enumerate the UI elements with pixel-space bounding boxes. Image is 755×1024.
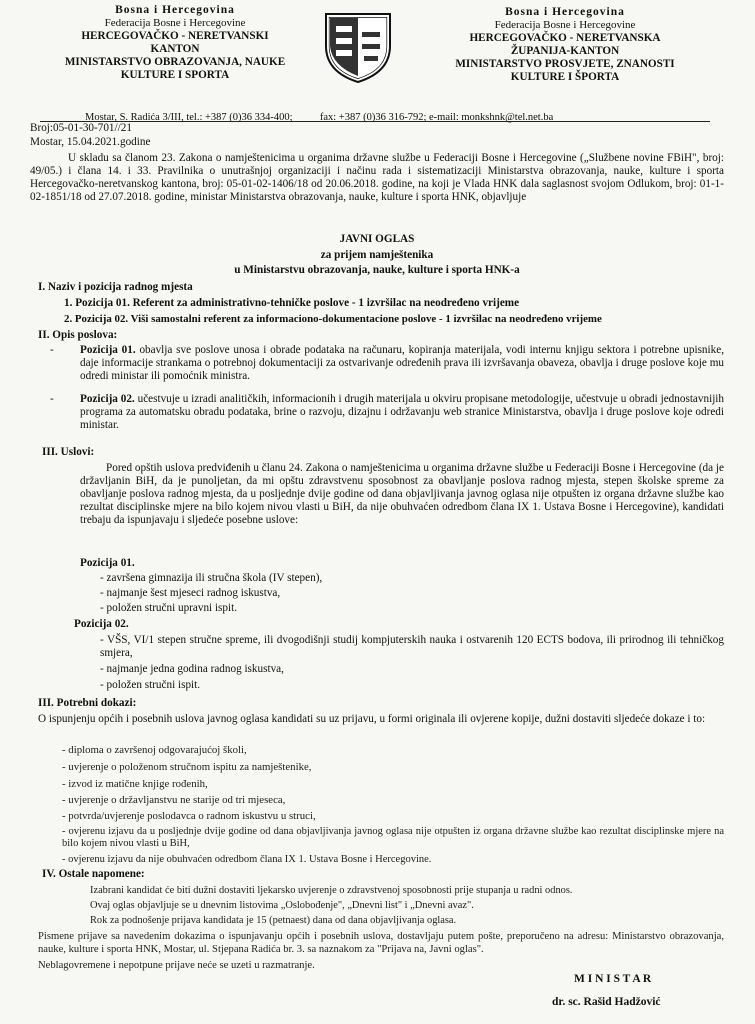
coat-of-arms-icon xyxy=(318,6,398,86)
notice-subtitle-2: u Ministarstvu obrazovanja, nauke, kulture i sporta HNK-a xyxy=(234,264,520,276)
section-5-heading: IV. Ostale napomene: xyxy=(42,868,145,880)
section-5-note-1: Izabrani kandidat će biti dužni dostaviti ljekarsko uvjerenje o zdravstvenoj sposobnosti prije stupanja u radni odnos. xyxy=(90,885,573,896)
section-4-item: - uvjerenje o položenom stručnom ispitu za namještenike, xyxy=(62,761,312,773)
header-right-canton-2: ŽUPANIJA-KANTON xyxy=(510,45,620,57)
section-1-heading: I. Naziv i pozicija radnog mjesta xyxy=(38,281,193,293)
section-2-bullet-2: - xyxy=(50,393,54,405)
header-right-country: Bosna i Hercegovina xyxy=(505,6,625,18)
section-3-intro: Pored opštih uslova predviđenih u članu 24. Zakona o namještenicima u organima državne službe u Federaciji Bosne i Hercegovine (da je državljanin BiH, da je punoljetan, da mi opštu zdravstvenu sposobnost za obavljanje poslova radnog mjesta, stepen školske spreme za obavljanje poslova radnog mjesta, da u posljednje dvije godine od dana objavljivanja javnog oglasa nije otpušten iz organa državne službe kao rezultat disciplinske mjere na bilo kojem nivou vlasti u BiH, da nije obuhvaćen odredbom člana IX 1. Ustava Bosne i Hercegovine), kandidati trebaju da ispunjavaju i sljedeće posebne uslove: xyxy=(80,462,724,526)
header-divider xyxy=(40,121,710,122)
header-right-ministry-1: MINISTARSTVO PROSVJETE, ZNANOSTI xyxy=(455,58,675,70)
header-left xyxy=(40,4,310,82)
contact-address: Mostar, S. Radića 3/III, tel.: +387 (0)36 334-400; xyxy=(85,112,293,123)
header-left-ministry-1: MINISTARSTVO OBRAZOVANJA, NAUKE xyxy=(64,56,286,68)
notice-title: JAVNI OGLAS xyxy=(339,233,415,245)
header-right-canton-1: HERCEGOVAČKO - NERETVANSKA xyxy=(469,32,661,44)
reference-date: Mostar, 15.04.2021.godine xyxy=(30,136,151,148)
section-3-position-2-label: Pozicija 02. xyxy=(74,618,129,630)
section-5-note-2: Ovaj oglas objavljuje se u dnevnim listovima „Oslobođenje", „Dnevni list" i „Dnevni avaz". xyxy=(90,900,474,911)
header-left-canton-1: HERCEGOVAČKO - NERETVANSKI xyxy=(81,30,269,42)
section-3-position-1-item: - položen stručni upravni ispit. xyxy=(100,602,238,614)
section-3-position-1-item: - završena gimnazija ili stručna škola (IV stepen), xyxy=(100,572,323,584)
section-5-paragraph-1: Pismene prijave sa navedenim dokazima o ispunjavanju općih i posebnih uslova, dostavljaju putem pošte, preporučeno na adresu: Ministarstvo obrazovanja, nauke, kulture i sporta HNK, Mostar, ul. Stjepana Radića br. 3. sa naznakom za "Prijava na, Javni oglas". xyxy=(38,931,724,955)
section-2-position-2 xyxy=(80,393,724,432)
section-2-bullet-1: - xyxy=(50,344,54,356)
section-3-position-2-item: - najmanje jedna godina radnog iskustva, xyxy=(100,663,284,675)
section-1-item-2: 2. Pozicija 02. Viši samostalni referent za informaciono-dokumentacione poslove - 1 izvršilac na neodređeno vrijeme xyxy=(64,313,602,325)
header-left-country: Bosna i Hercegovina xyxy=(115,4,235,16)
section-3-position-1-item: - najmanje šest mjeseci radnog iskustva, xyxy=(100,587,281,599)
header-left-federation: Federacija Bosne i Hercegovine xyxy=(104,17,246,29)
signature-name: dr. sc. Rašid Hadžović xyxy=(552,996,661,1008)
header-left-canton-2: KANTON xyxy=(150,43,200,55)
intro-paragraph: U skladu sa članom 23. Zakona o namještenicima u organima državne službe u Federaciji Bosne i Hercegovine („Službene novine FBiH", broj: 49/05.) i člana 14. i 33. Pravilnika o unutrašnjoj organizaciji i načinu rada i sistematizaciji Ministarstva obrazovanja, nauke, kulture i sporta Hercegovačko-neretvanskog kantona, broj: 05-01-02-1406/18 od 20.06.2018. godine, na koji je Vlada HNK dala saglasnost svojom Odlukom, broj: 01-1-02-1851/18 od 27.07.2018. godine, ministar Ministarstva obrazovanja, nauke, kulture i sporta HNK, objavljuje xyxy=(30,152,724,203)
section-4-heading: III. Potrebni dokazi: xyxy=(38,697,137,709)
header-right xyxy=(420,6,710,84)
section-4-item: - izvod iz matične knjige rođenih, xyxy=(62,778,208,790)
section-5-paragraph-2: Neblagovremene i nepotpune prijave neće se uzeti u razmatranje. xyxy=(38,960,315,971)
section-2-position-1-text: obavlja sve poslove unosa i obrade podataka na računaru, kopiranja materijala, vodi internu knjigu sektora i potrebne upisnike, daje informacije strankama o potrebnoj dokumentaciji za ostvarivanje određenih prava ili izvršavanja obaveza, obavlja i druge poslove koje mu odredi ministar ili pomoćnik ministra. xyxy=(80,344,724,382)
header-right-federation: Federacija Bosne i Hercegovine xyxy=(494,19,636,31)
section-4-item: - potvrda/uvjerenje poslodavca o radnom iskustvu u struci, xyxy=(62,810,316,822)
section-4-item: - ovjerenu izjavu da nije obuhvaćen odredbom člana IX 1. Ustava Bosne i Hercegovine. xyxy=(62,854,432,865)
section-3-heading: III. Uslovi: xyxy=(42,446,95,458)
reference-number: Broj:05-01-30-701//21 xyxy=(30,122,132,134)
section-4-item: - ovjerenu izjavu da u posljednje dvije godine od dana objavljivanja javnog oglasa nije otpušten iz organa državne službe kao rezultat disciplinske mjere na bilo kojem nivou vlasti u BiH, xyxy=(62,826,724,849)
contact-fax-email: fax: +387 (0)36 316-792; e-mail: monkshnk@tel.net.ba xyxy=(319,112,554,123)
section-4-intro: O ispunjenju općih i posebnih uslova javnog oglasa kandidati su uz prijavu, u formi originala ili ovjerene kopije, dužni dostaviti sljedeće dokaze i to: xyxy=(38,713,706,725)
section-2-position-1-label: Pozicija 01. xyxy=(80,344,136,356)
section-3-position-1-label: Pozicija 01. xyxy=(80,557,135,569)
section-3-position-2-item: - VŠS, VI/1 stepen stručne spreme, ili dvogodišnji studij kompjuterskih nauka i ostvarenih 120 ECTS bodova, ili prirodnog ili tehničkog smjera, xyxy=(100,634,724,659)
signature-title: M I N I S T A R xyxy=(574,973,652,985)
section-2-position-2-text: učestvuje u izradi analitičkih, informacionih i drugih materijala u okviru propisane metodologije, učestvuje u obradi jednostavnijih programa za automatsku obradu podataka, brine o razvoju, dizajnu i održavanju web stranice Ministarstva, obavlja i druge poslove koje odredi ministar. xyxy=(80,393,724,431)
header-right-ministry-2: KULTURE I ŠPORTA xyxy=(510,71,620,83)
header-left-ministry-2: KULTURE I SPORTA xyxy=(120,69,230,81)
section-2-heading: II. Opis poslova: xyxy=(38,329,118,341)
section-4-item: - diploma o završenoj odgovarajućoj školi, xyxy=(62,744,247,756)
notice-subtitle-1: za prijem namještenika xyxy=(320,249,434,261)
section-2-position-1 xyxy=(80,344,724,383)
section-1-item-1: 1. Pozicija 01. Referent za administrativno-tehničke poslove - 1 izvršilac na neodređeno vrijeme xyxy=(64,297,520,309)
section-2-position-2-label: Pozicija 02. xyxy=(80,393,135,405)
section-4-item: - uvjerenje o državljanstvu ne starije od tri mjeseca, xyxy=(62,794,286,806)
contact-line xyxy=(85,111,725,124)
section-5-note-3: Rok za podnošenje prijava kandidata je 15 (petnaest) dana od dana objavljivanja oglasa. xyxy=(90,915,457,926)
section-3-position-2-item: - položen stručni ispit. xyxy=(100,679,201,691)
